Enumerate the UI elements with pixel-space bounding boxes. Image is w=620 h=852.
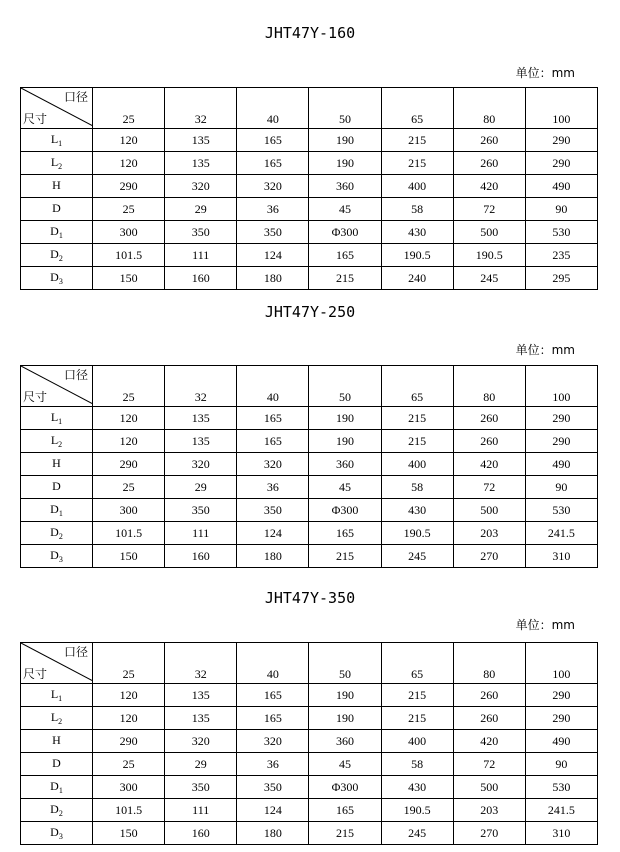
table-cell: 36 <box>237 476 309 499</box>
corner-bottom-label: 尺寸 <box>23 667 48 681</box>
size-header: 25 <box>93 88 165 129</box>
table-cell: 290 <box>525 430 597 453</box>
table-cell: 320 <box>237 175 309 198</box>
table-cell: 120 <box>93 707 165 730</box>
table-cell: 135 <box>165 129 237 152</box>
table-cell: 290 <box>525 684 597 707</box>
table-cell: 530 <box>525 776 597 799</box>
table-cell: 241.5 <box>525 799 597 822</box>
table-cell: 190.5 <box>381 522 453 545</box>
table-cell: 295 <box>525 267 597 290</box>
table-row <box>21 430 598 453</box>
table-cell: 160 <box>165 267 237 290</box>
size-header: 25 <box>93 643 165 684</box>
table-cell: 270 <box>453 822 525 845</box>
corner-cell <box>21 643 93 684</box>
table-cell: 260 <box>453 684 525 707</box>
table-row <box>21 753 598 776</box>
table-cell: 245 <box>381 822 453 845</box>
corner-top-label: 口径 <box>63 368 88 382</box>
table-cell: 72 <box>453 753 525 776</box>
table-title: JHT47Y-350 <box>264 589 356 607</box>
corner-cell <box>21 366 93 407</box>
size-header: 100 <box>525 88 597 129</box>
table-cell: 160 <box>165 822 237 845</box>
table-cell: 320 <box>237 730 309 753</box>
table-cell: 36 <box>237 753 309 776</box>
table-cell: 215 <box>309 822 381 845</box>
table-cell: Φ300 <box>309 499 381 522</box>
size-header: 40 <box>237 88 309 129</box>
table-row <box>21 175 598 198</box>
table-row <box>21 267 598 290</box>
table-cell: 203 <box>453 522 525 545</box>
row-label: $L_2$ <box>21 152 93 175</box>
table-row <box>21 476 598 499</box>
table-cell: 120 <box>93 684 165 707</box>
row-label: $D_1$ <box>21 221 93 244</box>
table-row <box>21 545 598 568</box>
table-cell: 530 <box>525 221 597 244</box>
table-cell: 420 <box>453 453 525 476</box>
table-cell: 400 <box>381 730 453 753</box>
table-row <box>21 822 598 845</box>
table-cell: 215 <box>381 152 453 175</box>
table-cell: 180 <box>237 267 309 290</box>
table-cell: 245 <box>453 267 525 290</box>
row-label: H <box>21 453 93 476</box>
table-cell: 310 <box>525 545 597 568</box>
table-row <box>21 522 598 545</box>
table-cell: 241.5 <box>525 522 597 545</box>
table-cell: 29 <box>165 476 237 499</box>
table-cell: 124 <box>237 244 309 267</box>
table-cell: 190 <box>309 684 381 707</box>
table-cell: 190 <box>309 407 381 430</box>
table-cell: 135 <box>165 430 237 453</box>
table-cell: 350 <box>237 776 309 799</box>
table-cell: 290 <box>93 453 165 476</box>
size-header: 32 <box>165 643 237 684</box>
table-title: JHT47Y-160 <box>264 24 356 42</box>
table-cell: 350 <box>165 776 237 799</box>
table-cell: 150 <box>93 822 165 845</box>
row-label: $D_1$ <box>21 776 93 799</box>
table-cell: 25 <box>93 753 165 776</box>
table-cell: 101.5 <box>93 799 165 822</box>
table-cell: 300 <box>93 221 165 244</box>
table-cell: 58 <box>381 476 453 499</box>
table-row <box>21 244 598 267</box>
size-header: 100 <box>525 643 597 684</box>
table-cell: 360 <box>309 730 381 753</box>
table-cell: 120 <box>93 407 165 430</box>
table-cell: 190 <box>309 430 381 453</box>
table-cell: 530 <box>525 499 597 522</box>
table-cell: 120 <box>93 152 165 175</box>
corner-bottom-label: 尺寸 <box>23 112 48 126</box>
table-cell: 190.5 <box>381 244 453 267</box>
unit-label: 单位：mm <box>515 66 575 80</box>
row-label: $L_1$ <box>21 407 93 430</box>
table-cell: 500 <box>453 499 525 522</box>
table-cell: 25 <box>93 476 165 499</box>
table-cell: 165 <box>237 129 309 152</box>
table-cell: 165 <box>237 430 309 453</box>
size-header: 65 <box>381 88 453 129</box>
table-cell: 165 <box>309 522 381 545</box>
table-cell: 350 <box>237 221 309 244</box>
table-cell: 165 <box>237 684 309 707</box>
table-cell: 165 <box>237 407 309 430</box>
table-cell: 165 <box>237 707 309 730</box>
table-cell: 260 <box>453 707 525 730</box>
table-cell: 260 <box>453 407 525 430</box>
row-label: D <box>21 476 93 499</box>
table-cell: 90 <box>525 476 597 499</box>
table-row <box>21 684 598 707</box>
table-row <box>21 730 598 753</box>
table-cell: 350 <box>165 221 237 244</box>
table-cell: 300 <box>93 776 165 799</box>
table-cell: 290 <box>525 707 597 730</box>
table-cell: 215 <box>309 545 381 568</box>
table-cell: 215 <box>381 684 453 707</box>
table-cell: 490 <box>525 730 597 753</box>
row-label: $D_3$ <box>21 822 93 845</box>
size-header: 32 <box>165 366 237 407</box>
row-label: D <box>21 753 93 776</box>
size-header: 25 <box>93 366 165 407</box>
table-row <box>21 499 598 522</box>
header-row <box>21 366 598 407</box>
size-header: 50 <box>309 643 381 684</box>
row-label: $L_2$ <box>21 707 93 730</box>
size-header: 100 <box>525 366 597 407</box>
table-title: JHT47Y-250 <box>264 303 356 321</box>
size-header: 40 <box>237 643 309 684</box>
table-cell: 124 <box>237 522 309 545</box>
size-header: 65 <box>381 366 453 407</box>
size-header: 50 <box>309 88 381 129</box>
table-cell: 160 <box>165 545 237 568</box>
table-cell: 190 <box>309 152 381 175</box>
table-cell: 400 <box>381 453 453 476</box>
table-row <box>21 799 598 822</box>
table-cell: 430 <box>381 499 453 522</box>
table-cell: 350 <box>237 499 309 522</box>
table-cell: 500 <box>453 776 525 799</box>
table-cell: 300 <box>93 499 165 522</box>
table-cell: 120 <box>93 430 165 453</box>
table-cell: 320 <box>165 453 237 476</box>
row-label: H <box>21 730 93 753</box>
table-cell: 420 <box>453 175 525 198</box>
table-cell: 215 <box>381 407 453 430</box>
table-cell: 235 <box>525 244 597 267</box>
table-cell: 215 <box>309 267 381 290</box>
table-cell: 45 <box>309 476 381 499</box>
table-cell: 29 <box>165 753 237 776</box>
header-row <box>21 88 598 129</box>
corner-cell <box>21 88 93 129</box>
table-cell: 190 <box>309 129 381 152</box>
header-row <box>21 643 598 684</box>
table-cell: 320 <box>165 730 237 753</box>
table-cell: 270 <box>453 545 525 568</box>
unit-label: 单位：mm <box>515 618 575 632</box>
table-cell: 490 <box>525 175 597 198</box>
table-cell: 490 <box>525 453 597 476</box>
table-cell: 240 <box>381 267 453 290</box>
row-label: D <box>21 198 93 221</box>
table-cell: 72 <box>453 198 525 221</box>
table-cell: Φ300 <box>309 221 381 244</box>
row-label: $D_1$ <box>21 499 93 522</box>
size-header: 32 <box>165 88 237 129</box>
table-cell: 135 <box>165 407 237 430</box>
row-label: H <box>21 175 93 198</box>
table-cell: 320 <box>165 175 237 198</box>
table-cell: 290 <box>525 129 597 152</box>
row-label: $L_2$ <box>21 430 93 453</box>
table-cell: 320 <box>237 453 309 476</box>
table-cell: 165 <box>309 244 381 267</box>
table-cell: 111 <box>165 522 237 545</box>
table-cell: 360 <box>309 175 381 198</box>
table-row <box>21 707 598 730</box>
table-cell: 190.5 <box>453 244 525 267</box>
row-label: $L_1$ <box>21 129 93 152</box>
table-cell: 420 <box>453 730 525 753</box>
table-cell: 135 <box>165 707 237 730</box>
table-cell: 58 <box>381 198 453 221</box>
table-cell: 310 <box>525 822 597 845</box>
table-cell: 150 <box>93 267 165 290</box>
table-cell: 45 <box>309 198 381 221</box>
table-cell: 90 <box>525 753 597 776</box>
table-cell: 260 <box>453 152 525 175</box>
table-cell: 290 <box>93 175 165 198</box>
table-cell: 124 <box>237 799 309 822</box>
size-header: 80 <box>453 643 525 684</box>
row-label: $D_2$ <box>21 244 93 267</box>
table-cell: 245 <box>381 545 453 568</box>
table-row <box>21 129 598 152</box>
table-cell: 150 <box>93 545 165 568</box>
size-header: 50 <box>309 366 381 407</box>
row-label: $D_3$ <box>21 545 93 568</box>
spec-table <box>20 642 598 845</box>
table-cell: 135 <box>165 152 237 175</box>
table-cell: 101.5 <box>93 244 165 267</box>
table-row <box>21 198 598 221</box>
table-cell: 360 <box>309 453 381 476</box>
table-row <box>21 453 598 476</box>
table-cell: 25 <box>93 198 165 221</box>
size-header: 80 <box>453 366 525 407</box>
table-cell: 500 <box>453 221 525 244</box>
table-cell: 350 <box>165 499 237 522</box>
table-cell: 111 <box>165 799 237 822</box>
table-cell: 215 <box>381 430 453 453</box>
table-cell: 290 <box>525 407 597 430</box>
unit-label: 单位：mm <box>515 343 575 357</box>
size-header: 65 <box>381 643 453 684</box>
table-row <box>21 407 598 430</box>
table-cell: 190.5 <box>381 799 453 822</box>
table-cell: Φ300 <box>309 776 381 799</box>
table-row <box>21 152 598 175</box>
spec-table <box>20 87 598 290</box>
size-header: 40 <box>237 366 309 407</box>
table-cell: 430 <box>381 776 453 799</box>
spec-table <box>20 365 598 568</box>
table-cell: 215 <box>381 707 453 730</box>
table-cell: 101.5 <box>93 522 165 545</box>
table-cell: 180 <box>237 545 309 568</box>
table-cell: 135 <box>165 684 237 707</box>
table-row <box>21 776 598 799</box>
table-cell: 165 <box>309 799 381 822</box>
corner-top-label: 口径 <box>63 90 88 104</box>
corner-bottom-label: 尺寸 <box>23 390 48 404</box>
table-cell: 58 <box>381 753 453 776</box>
table-cell: 290 <box>93 730 165 753</box>
row-label: $D_3$ <box>21 267 93 290</box>
table-cell: 165 <box>237 152 309 175</box>
row-label: $D_2$ <box>21 522 93 545</box>
table-cell: 430 <box>381 221 453 244</box>
table-cell: 72 <box>453 476 525 499</box>
table-cell: 215 <box>381 129 453 152</box>
table-cell: 111 <box>165 244 237 267</box>
table-cell: 36 <box>237 198 309 221</box>
table-cell: 190 <box>309 707 381 730</box>
table-cell: 260 <box>453 430 525 453</box>
table-cell: 180 <box>237 822 309 845</box>
table-cell: 400 <box>381 175 453 198</box>
row-label: $D_2$ <box>21 799 93 822</box>
table-cell: 90 <box>525 198 597 221</box>
table-cell: 120 <box>93 129 165 152</box>
size-header: 80 <box>453 88 525 129</box>
table-cell: 260 <box>453 129 525 152</box>
table-cell: 290 <box>525 152 597 175</box>
corner-top-label: 口径 <box>63 645 88 659</box>
table-row <box>21 221 598 244</box>
row-label: $L_1$ <box>21 684 93 707</box>
table-cell: 45 <box>309 753 381 776</box>
table-cell: 203 <box>453 799 525 822</box>
table-cell: 29 <box>165 198 237 221</box>
